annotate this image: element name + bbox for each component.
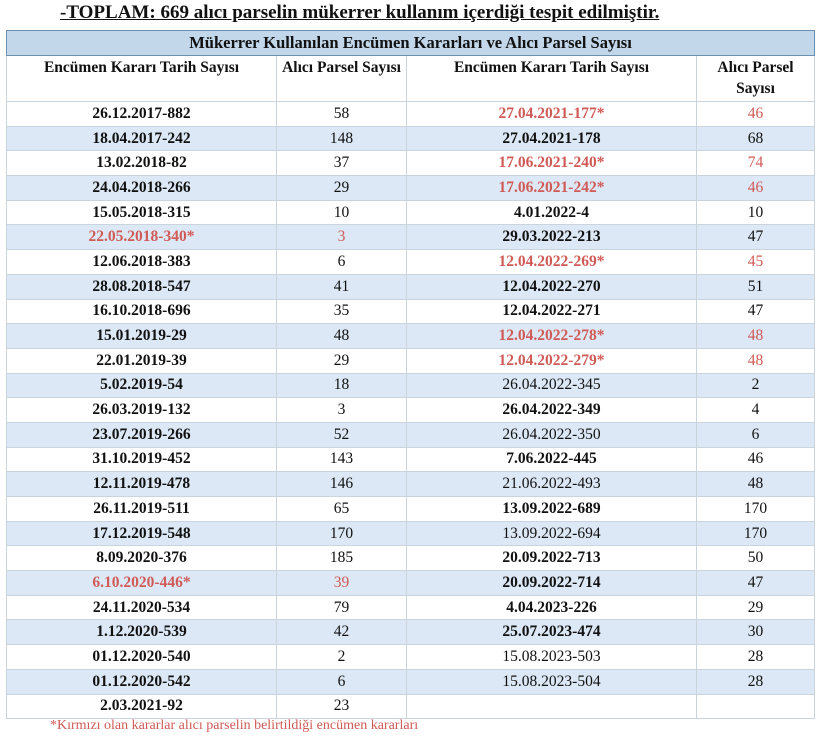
left-count-cell: 3 xyxy=(277,398,407,423)
right-decision-cell: 7.06.2022-445 xyxy=(407,447,697,472)
table-row xyxy=(7,546,815,571)
header-right-decision: Encümen Kararı Tarih Sayısı xyxy=(407,56,697,102)
right-count-cell: 4 xyxy=(697,398,815,423)
table-row xyxy=(7,200,815,225)
right-count-cell: 68 xyxy=(697,126,815,151)
left-count-cell: 185 xyxy=(277,546,407,571)
right-decision-cell: 13.09.2022-689 xyxy=(407,497,697,522)
left-count-cell: 170 xyxy=(277,521,407,546)
left-decision-cell: 01.12.2020-542 xyxy=(7,669,277,694)
right-decision-cell: 29.03.2022-213 xyxy=(407,225,697,250)
right-count-cell: 30 xyxy=(697,620,815,645)
left-count-cell: 146 xyxy=(277,472,407,497)
left-decision-cell: 15.05.2018-315 xyxy=(7,200,277,225)
right-count-cell: 29 xyxy=(697,595,815,620)
left-count-cell: 6 xyxy=(277,669,407,694)
right-decision-cell: 12.04.2022-271 xyxy=(407,299,697,324)
table-row xyxy=(7,645,815,670)
right-count-cell: 45 xyxy=(697,250,815,275)
left-decision-cell: 16.10.2018-696 xyxy=(7,299,277,324)
table-row xyxy=(7,176,815,201)
left-count-cell: 10 xyxy=(277,200,407,225)
left-count-cell: 39 xyxy=(277,571,407,596)
right-count-cell: 28 xyxy=(697,669,815,694)
right-decision-cell: 12.04.2022-279* xyxy=(407,348,697,373)
right-decision-cell: 12.04.2022-270 xyxy=(407,274,697,299)
left-count-cell: 52 xyxy=(277,422,407,447)
left-decision-cell: 1.12.2020-539 xyxy=(7,620,277,645)
left-count-cell: 48 xyxy=(277,324,407,349)
total-summary-title: -TOPLAM: 669 alıcı parselin mükerrer kullanım içerdiği tespit edilmiştir. xyxy=(60,2,660,23)
right-decision-cell: 17.06.2021-240* xyxy=(407,151,697,176)
right-count-cell: 46 xyxy=(697,447,815,472)
right-count-cell: 51 xyxy=(697,274,815,299)
table-row xyxy=(7,126,815,151)
left-count-cell: 42 xyxy=(277,620,407,645)
left-count-cell: 143 xyxy=(277,447,407,472)
left-decision-cell: 17.12.2019-548 xyxy=(7,521,277,546)
right-decision-cell: 27.04.2021-178 xyxy=(407,126,697,151)
left-decision-cell: 31.10.2019-452 xyxy=(7,447,277,472)
table-row xyxy=(7,694,815,719)
right-decision-cell: 12.04.2022-278* xyxy=(407,324,697,349)
right-decision-cell: 4.04.2023-226 xyxy=(407,595,697,620)
right-decision-cell: 20.09.2022-713 xyxy=(407,546,697,571)
right-count-cell: 47 xyxy=(697,571,815,596)
right-decision-cell: 27.04.2021-177* xyxy=(407,102,697,127)
left-count-cell: 41 xyxy=(277,274,407,299)
table-row xyxy=(7,571,815,596)
left-decision-cell: 22.01.2019-39 xyxy=(7,348,277,373)
right-decision-cell: 21.06.2022-493 xyxy=(407,472,697,497)
table-body xyxy=(7,102,815,719)
table-row xyxy=(7,151,815,176)
table-row xyxy=(7,102,815,127)
table-row xyxy=(7,299,815,324)
right-decision-cell: 25.07.2023-474 xyxy=(407,620,697,645)
left-decision-cell: 26.11.2019-511 xyxy=(7,497,277,522)
table-row xyxy=(7,274,815,299)
left-decision-cell: 01.12.2020-540 xyxy=(7,645,277,670)
right-decision-cell: 17.06.2021-242* xyxy=(407,176,697,201)
right-decision-cell: 13.09.2022-694 xyxy=(407,521,697,546)
table-row xyxy=(7,348,815,373)
right-count-cell xyxy=(697,694,815,719)
left-decision-cell: 28.08.2018-547 xyxy=(7,274,277,299)
table-row xyxy=(7,373,815,398)
right-count-cell: 6 xyxy=(697,422,815,447)
right-count-cell: 46 xyxy=(697,102,815,127)
right-decision-cell: 15.08.2023-504 xyxy=(407,669,697,694)
header-left-decision: Encümen Kararı Tarih Sayısı xyxy=(7,56,277,102)
table-row xyxy=(7,250,815,275)
right-count-cell: 170 xyxy=(697,497,815,522)
left-decision-cell: 26.12.2017-882 xyxy=(7,102,277,127)
table-row xyxy=(7,447,815,472)
table-row xyxy=(7,595,815,620)
left-decision-cell: 6.10.2020-446* xyxy=(7,571,277,596)
left-decision-cell: 18.04.2017-242 xyxy=(7,126,277,151)
left-count-cell: 2 xyxy=(277,645,407,670)
left-count-cell: 3 xyxy=(277,225,407,250)
left-decision-cell: 23.07.2019-266 xyxy=(7,422,277,447)
header-right-count: Alıcı Parsel Sayısı xyxy=(697,56,815,102)
right-decision-cell: 12.04.2022-269* xyxy=(407,250,697,275)
left-decision-cell: 8.09.2020-376 xyxy=(7,546,277,571)
left-count-cell: 29 xyxy=(277,176,407,201)
left-count-cell: 37 xyxy=(277,151,407,176)
right-count-cell: 74 xyxy=(697,151,815,176)
right-count-cell: 2 xyxy=(697,373,815,398)
right-count-cell: 50 xyxy=(697,546,815,571)
left-decision-cell: 12.06.2018-383 xyxy=(7,250,277,275)
table-row xyxy=(7,669,815,694)
left-count-cell: 23 xyxy=(277,694,407,719)
table-row xyxy=(7,521,815,546)
left-decision-cell: 13.02.2018-82 xyxy=(7,151,277,176)
table-row xyxy=(7,472,815,497)
left-count-cell: 35 xyxy=(277,299,407,324)
right-decision-cell: 26.04.2022-350 xyxy=(407,422,697,447)
table-caption: Mükerrer Kullanılan Encümen Kararları ve Alıcı Parsel Sayısı xyxy=(7,31,815,56)
left-decision-cell: 5.02.2019-54 xyxy=(7,373,277,398)
right-decision-cell: 26.04.2022-349 xyxy=(407,398,697,423)
table-row xyxy=(7,398,815,423)
table-row xyxy=(7,225,815,250)
left-decision-cell: 12.11.2019-478 xyxy=(7,472,277,497)
left-decision-cell: 22.05.2018-340* xyxy=(7,225,277,250)
left-decision-cell: 2.03.2021-92 xyxy=(7,694,277,719)
left-count-cell: 18 xyxy=(277,373,407,398)
right-count-cell: 47 xyxy=(697,225,815,250)
right-count-cell: 28 xyxy=(697,645,815,670)
left-count-cell: 65 xyxy=(277,497,407,522)
left-decision-cell: 15.01.2019-29 xyxy=(7,324,277,349)
right-decision-cell: 4.01.2022-4 xyxy=(407,200,697,225)
table-row xyxy=(7,497,815,522)
duplicate-decisions-table xyxy=(6,30,815,719)
right-decision-cell: 20.09.2022-714 xyxy=(407,571,697,596)
footnote: *Kırmızı olan kararlar alıcı parselin belirtildiği encümen kararları xyxy=(50,718,419,733)
table-row xyxy=(7,324,815,349)
left-count-cell: 58 xyxy=(277,102,407,127)
right-decision-cell: 15.08.2023-503 xyxy=(407,645,697,670)
right-count-cell: 48 xyxy=(697,472,815,497)
header-left-count: Alıcı Parsel Sayısı xyxy=(277,56,407,102)
left-count-cell: 79 xyxy=(277,595,407,620)
table-row xyxy=(7,422,815,447)
right-count-cell: 46 xyxy=(697,176,815,201)
right-count-cell: 47 xyxy=(697,299,815,324)
right-count-cell: 48 xyxy=(697,348,815,373)
left-count-cell: 148 xyxy=(277,126,407,151)
right-decision-cell xyxy=(407,694,697,719)
right-count-cell: 170 xyxy=(697,521,815,546)
right-count-cell: 48 xyxy=(697,324,815,349)
right-decision-cell: 26.04.2022-345 xyxy=(407,373,697,398)
left-decision-cell: 24.11.2020-534 xyxy=(7,595,277,620)
left-count-cell: 6 xyxy=(277,250,407,275)
left-decision-cell: 24.04.2018-266 xyxy=(7,176,277,201)
table-row xyxy=(7,620,815,645)
left-count-cell: 29 xyxy=(277,348,407,373)
right-count-cell: 10 xyxy=(697,200,815,225)
left-decision-cell: 26.03.2019-132 xyxy=(7,398,277,423)
